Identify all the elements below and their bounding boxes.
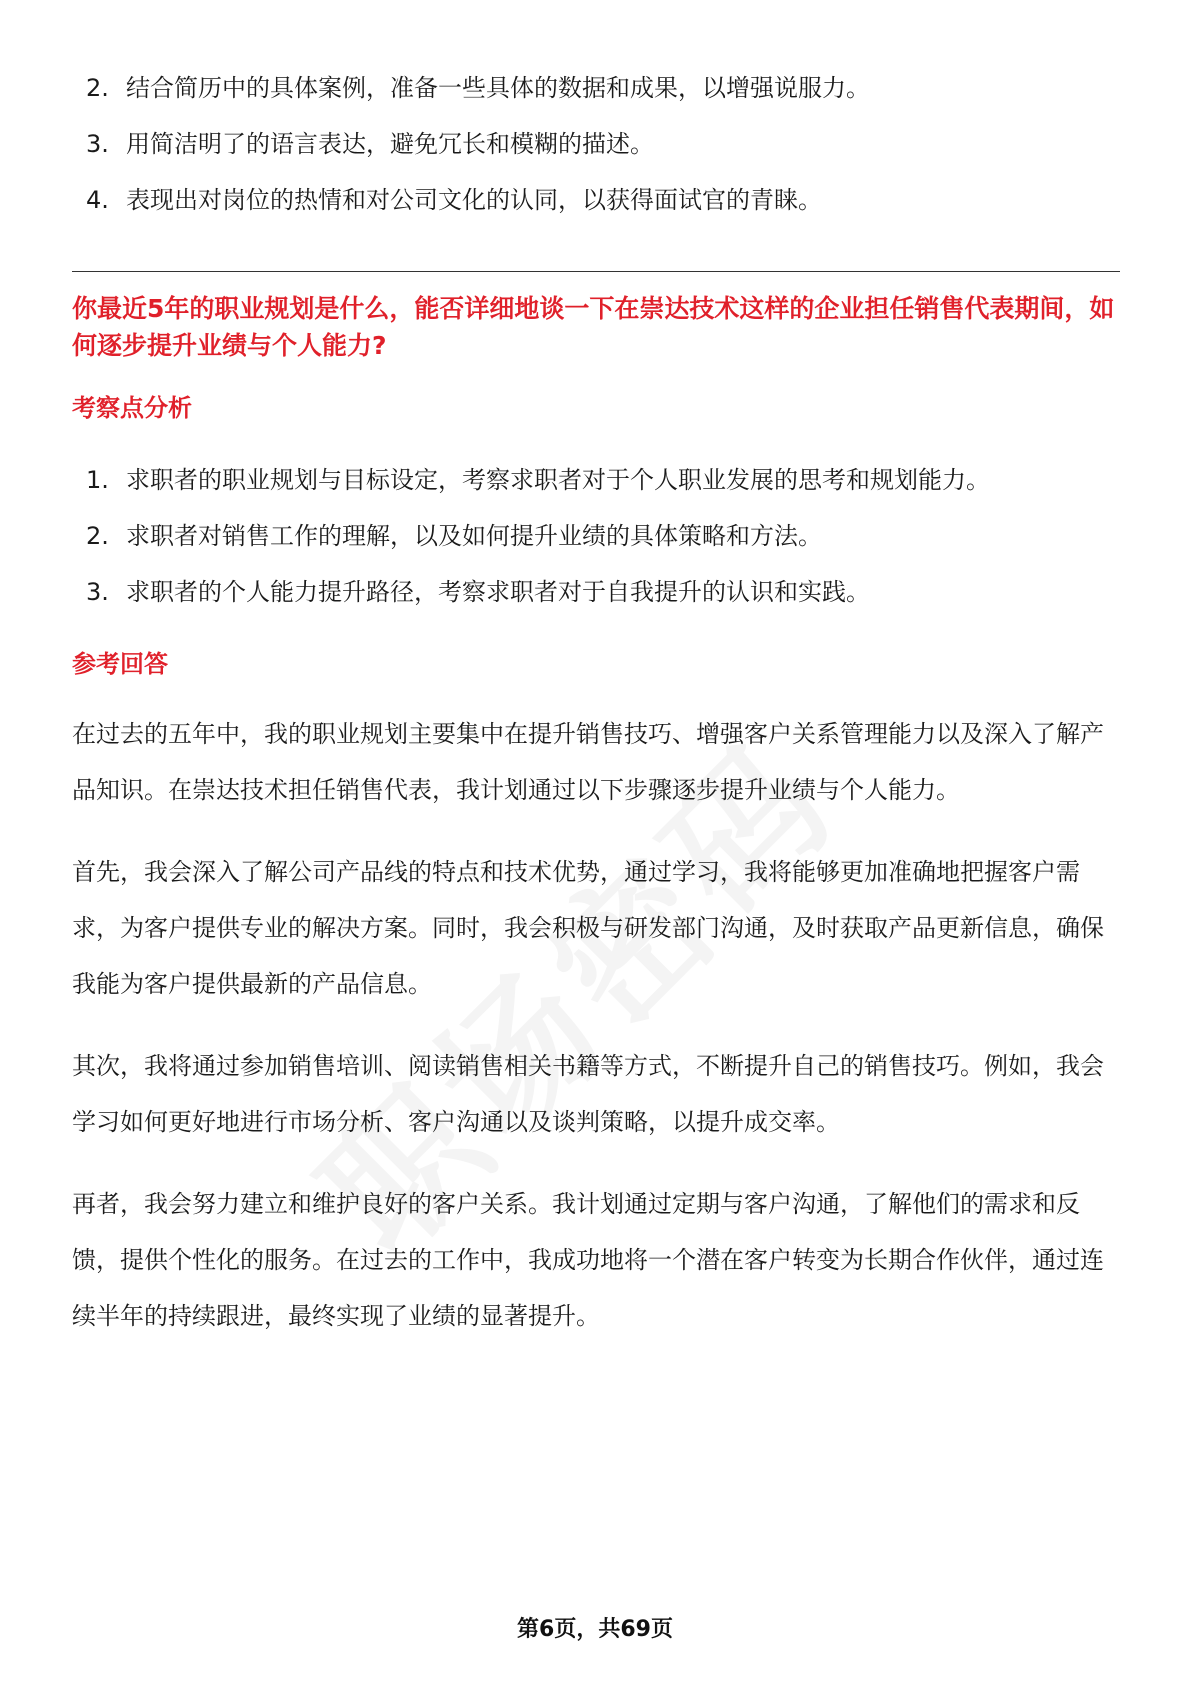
answer-paragraph: 其次，我将通过参加销售培训、阅读销售相关书籍等方式，不断提升自己的销售技巧。例如，我会学习如何更好地进行市场分析、客户沟通以及谈判策略，以提升成交率。 (72, 1052, 1104, 1136)
analysis-list (72, 452, 1120, 620)
list-item (72, 452, 1120, 508)
answer-paragraph: 在过去的五年中，我的职业规划主要集中在提升销售技巧、增强客户关系管理能力以及深入了解产品知识。在崇达技术担任销售代表，我计划通过以下步骤逐步提升业绩与个人能力。 (72, 720, 1104, 804)
list-item-number: 3. (86, 130, 109, 158)
list-item-number: 2. (86, 522, 109, 550)
list-item-text: 求职者的个人能力提升路径，考察求职者对于自我提升的认识和实践。 (126, 578, 870, 606)
answer-paragraph: 首先，我会深入了解公司产品线的特点和技术优势，通过学习，我将能够更加准确地把握客户需求，为客户提供专业的解决方案。同时，我会积极与研发部门沟通，及时获取产品更新信息，确保我能为客户提供最新的产品信息。 (72, 858, 1104, 998)
list-item-number: 1. (86, 466, 109, 494)
list-item (72, 564, 1120, 620)
analysis-heading: 考察点分析 (72, 394, 192, 422)
page-number: 第6页，共69页 (517, 1617, 673, 1642)
list-item-number: 4. (86, 186, 109, 214)
list-item-number: 2. (86, 74, 109, 102)
list-item-text: 用简洁明了的语言表达，避免冗长和模糊的描述。 (126, 130, 654, 158)
page-content (72, 60, 1120, 1370)
list-item (72, 60, 1120, 116)
answer-heading: 参考回答 (72, 650, 168, 678)
list-item-text: 结合简历中的具体案例，准备一些具体的数据和成果，以增强说服力。 (126, 74, 870, 102)
answer-paragraph: 再者，我会努力建立和维护良好的客户关系。我计划通过定期与客户沟通，了解他们的需求和反馈，提供个性化的服务。在过去的工作中，我成功地将一个潜在客户转变为长期合作伙伴，通过连续半年的持续跟进，最终实现了业绩的显著提升。 (72, 1190, 1104, 1330)
list-item-text: 表现出对岗位的热情和对公司文化的认同，以获得面试官的青睐。 (126, 186, 822, 214)
top-list (72, 60, 1120, 228)
list-item-text: 求职者对销售工作的理解，以及如何提升业绩的具体策略和方法。 (126, 522, 822, 550)
list-item-number: 3. (86, 578, 109, 606)
list-item (72, 508, 1120, 564)
interview-question: 你最近5年的职业规划是什么，能否详细地谈一下在崇达技术这样的企业担任销售代表期间，如何逐步提升业绩与个人能力? (72, 294, 1115, 360)
list-item (72, 116, 1120, 172)
list-item (72, 172, 1120, 228)
section-divider (72, 271, 1120, 272)
list-item-text: 求职者的职业规划与目标设定，考察求职者对于个人职业发展的思考和规划能力。 (126, 466, 990, 494)
